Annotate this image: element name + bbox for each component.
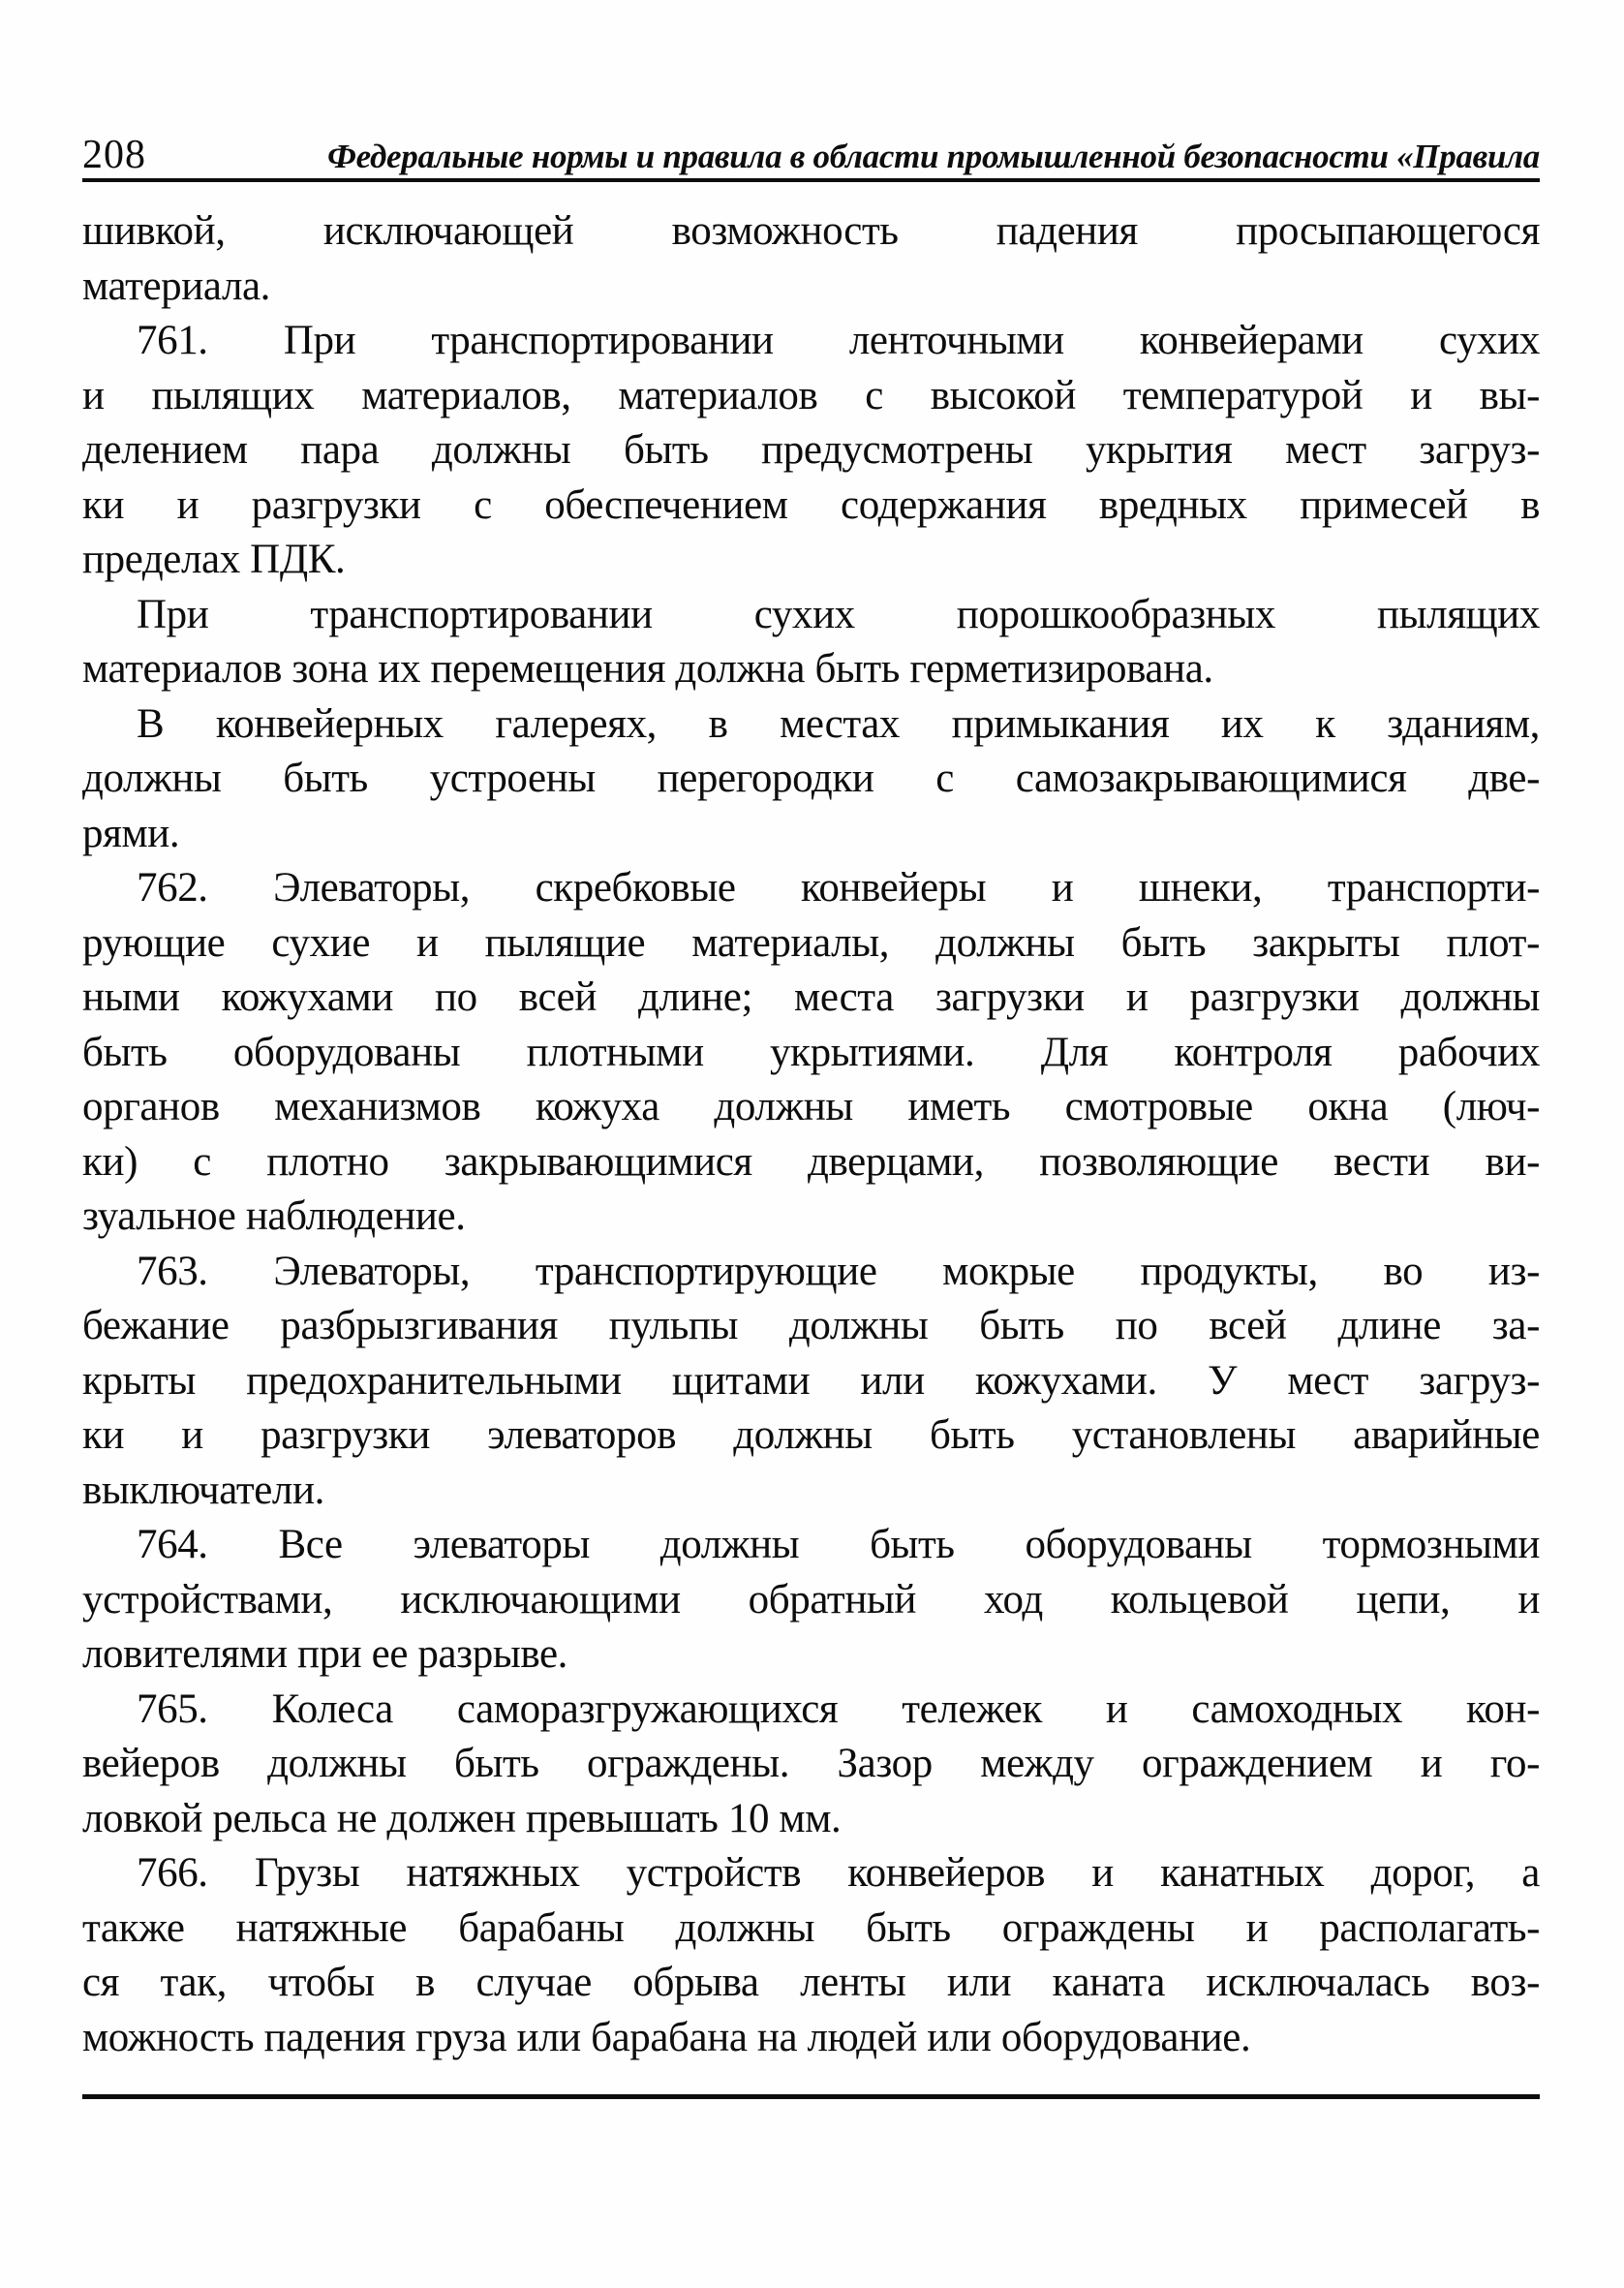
text-line: ки и разгрузки элеваторов должны быть установлены аварийные [82, 1412, 1540, 1458]
page-header [82, 134, 1540, 178]
footer-rule [82, 2094, 1540, 2099]
text-line: можность падения груза или барабана на людей или оборудование. [82, 2014, 1251, 2060]
text-line: рующие сухие и пылящие материалы, должны быть закрыты плот- [82, 919, 1540, 966]
text-line: также натяжные барабаны должны быть ограждены и располагать- [82, 1904, 1540, 1951]
text-line: 766. Грузы натяжных устройств конвейеров и канатных дорог, а [137, 1850, 1540, 1896]
text-line: материалов зона их перемещения должна быть герметизирована. [82, 646, 1213, 692]
text-line: 763. Элеваторы, транспортирующие мокрые продукты, во из- [137, 1248, 1540, 1294]
text-line: вейеров должны быть ограждены. Зазор между ограждением и го- [82, 1741, 1540, 1786]
text-line: ся так, чтобы в случае обрыва ленты или каната исключалась воз- [82, 1960, 1540, 2005]
text-line: должны быть устроены перегородки с самозакрывающимися две- [82, 756, 1540, 801]
text-line: и пылящих материалов, материалов с высокой температурой и вы- [82, 372, 1540, 418]
text-line: пределах ПДК. [82, 537, 346, 582]
text-line: ными кожухами по всей длине; места загрузки и разгрузки должны [82, 974, 1540, 1020]
text-line: шивкой, исключающей возможность падения просыпающегося [82, 208, 1540, 254]
text-line: При транспортировании сухих порошкообразных пылящих [137, 591, 1540, 637]
text-line: ки) с плотно закрывающимися дверцами, позволяющие вести ви- [82, 1138, 1540, 1185]
text-line: материала. [82, 263, 271, 309]
text-line: 765. Колеса саморазгружающихся тележек и самоходных кон- [137, 1685, 1540, 1732]
body-text [82, 204, 1540, 2065]
header-rule [82, 178, 1540, 182]
text-line: ки и разгрузки с обеспечением содержания вредных примесей в [82, 481, 1540, 528]
text-line: выключатели. [82, 1467, 324, 1513]
text-line: быть оборудованы плотными укрытиями. Для контроля рабочих [82, 1029, 1540, 1075]
text-line: делением пара должны быть предусмотрены укрытия мест загруз- [82, 427, 1540, 473]
text-line: 764. Все элеваторы должны быть оборудованы тормозными [137, 1522, 1540, 1567]
text-line: 761. При транспортировании ленточными конвейерами сухих [137, 318, 1540, 363]
text-line: бежание разбрызгивания пульпы должны быть по всей длине за- [82, 1303, 1540, 1348]
text-line: крыты предохранительными щитами или кожухами. У мест загруз- [82, 1357, 1540, 1404]
text-line: 762. Элеваторы, скребковые конвейеры и шнеки, транспорти- [137, 865, 1540, 911]
text-line: ловкой рельса не должен превышать 10 мм. [82, 1795, 842, 1841]
text-line: рями. [82, 810, 180, 856]
text-line: В конвейерных галереях, в местах примыкания их к зданиям, [137, 700, 1540, 747]
text-line: ловителями при ее разрыве. [82, 1631, 568, 1677]
text-line: зуальное наблюдение. [82, 1193, 466, 1239]
page-number: 208 [82, 133, 146, 177]
running-title: Федеральные нормы и правила в области промышленной безопасности «Правила [327, 138, 1540, 175]
text-line: устройствами, исключающими обратный ход кольцевой цепи, и [82, 1576, 1540, 1623]
text-line: органов механизмов кожуха должны иметь смотровые окна (люч- [82, 1084, 1540, 1129]
